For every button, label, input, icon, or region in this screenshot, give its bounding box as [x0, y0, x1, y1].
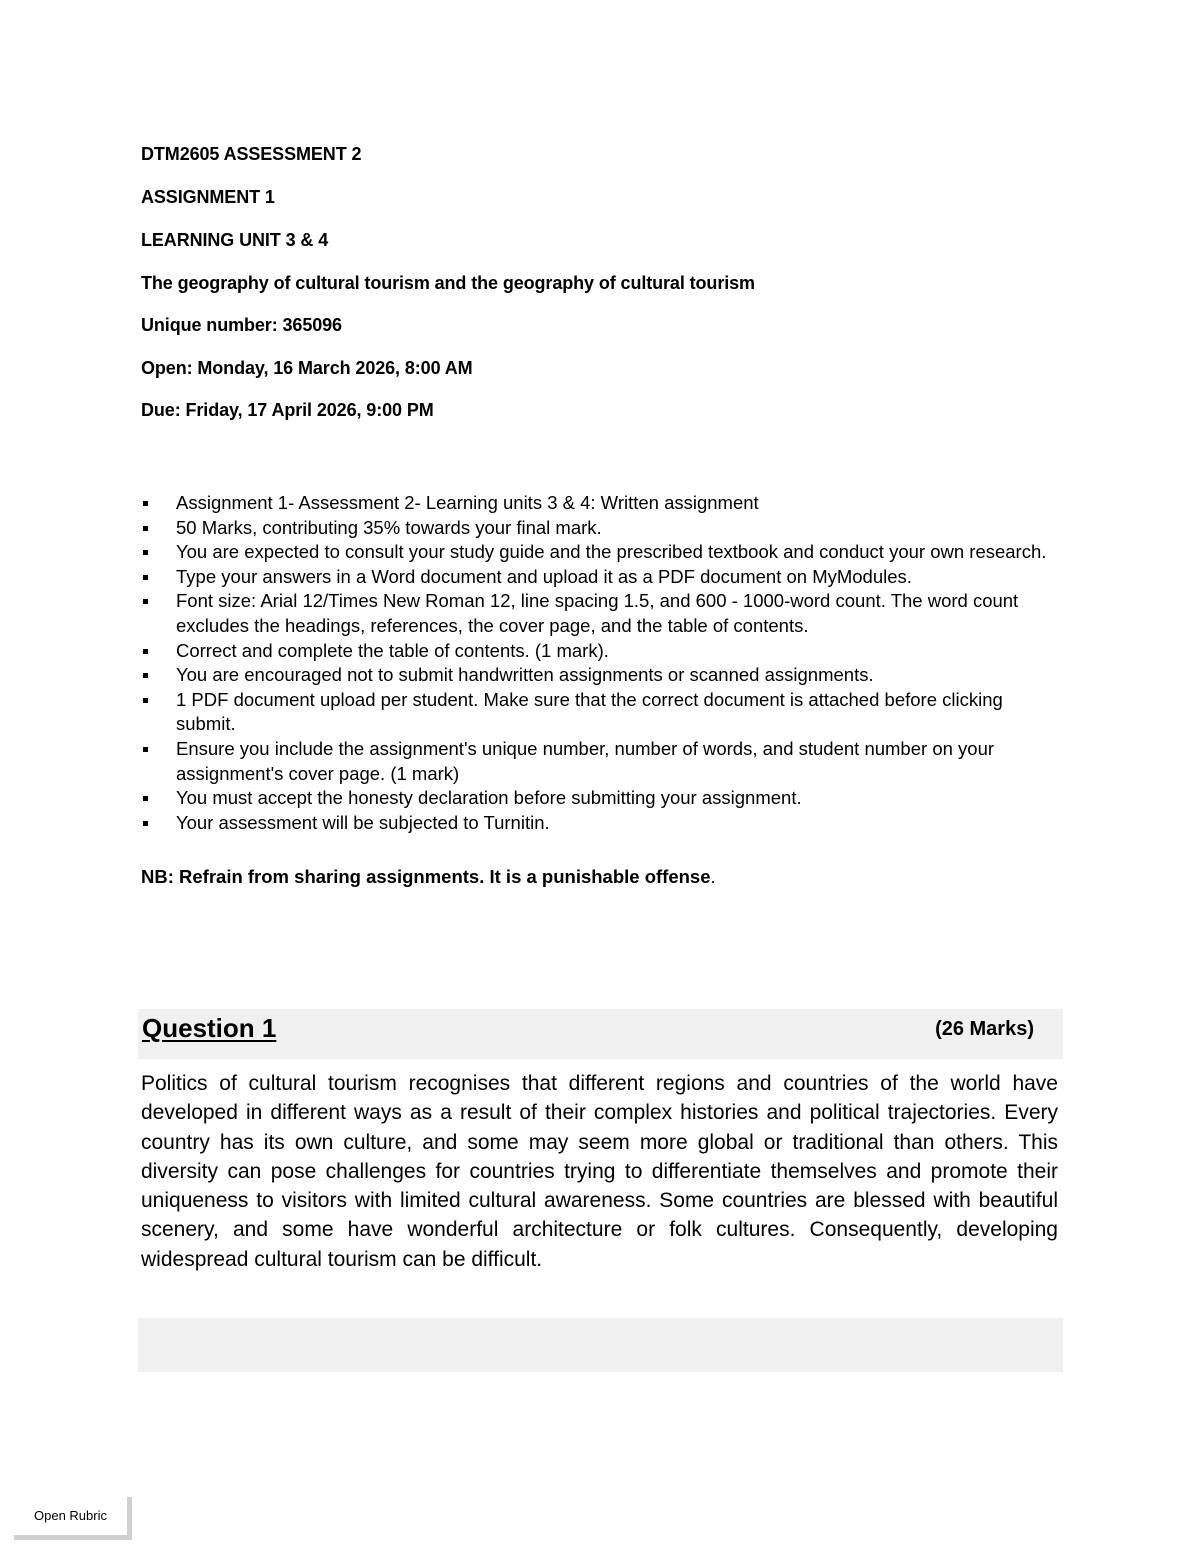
square-bullet-icon — [143, 550, 148, 555]
instruction-text: Assignment 1- Assessment 2- Learning units 3 & 4: Written assignment — [176, 492, 759, 513]
instruction-text: You are encouraged not to submit handwritten assignments or scanned assignments. — [176, 664, 874, 686]
nb-warning-period: . — [710, 866, 716, 887]
instruction-text: Type your answers in a Word document and upload it as a PDF document on MyModules. — [176, 565, 912, 587]
instructions-list — [141, 491, 1066, 835]
square-bullet-icon — [143, 501, 148, 506]
instruction-item — [141, 565, 1066, 590]
square-bullet-icon — [143, 526, 148, 531]
square-bullet-icon — [143, 747, 148, 752]
open-date: Open: Monday, 16 March 2026, 8:00 AM — [141, 358, 473, 378]
topic-heading: The geography of cultural tourism and the geography of cultural tourism — [141, 273, 755, 293]
answer-area-bar — [138, 1318, 1063, 1372]
square-bullet-icon — [143, 796, 148, 801]
instruction-item — [141, 540, 1066, 565]
unique-number: Unique number: 365096 — [141, 315, 342, 335]
instruction-text: Font size: Arial 12/Times New Roman 12, line spacing 1.5, and 600 - 1000-word count. The word count excludes the headings, references, the cover page, and the table of contents. — [176, 590, 1019, 636]
question-title: Question 1 — [142, 1013, 277, 1043]
square-bullet-icon — [143, 698, 148, 703]
instruction-item — [141, 663, 1066, 688]
square-bullet-icon — [143, 575, 148, 580]
square-bullet-icon — [143, 821, 148, 826]
instruction-item — [141, 639, 1066, 664]
instruction-item — [141, 491, 1066, 516]
instruction-text: You must accept the honesty declaration before submitting your assignment. — [176, 787, 802, 809]
instruction-item — [141, 786, 1066, 811]
instruction-item — [141, 688, 1066, 737]
nb-warning — [141, 865, 716, 889]
due-date: Due: Friday, 17 April 2026, 9:00 PM — [141, 400, 434, 420]
course-assessment-heading: DTM2605 ASSESSMENT 2 — [141, 144, 362, 164]
assignment-heading: ASSIGNMENT 1 — [141, 187, 275, 207]
open-rubric-button[interactable]: Open Rubric — [14, 1497, 132, 1540]
instruction-item — [141, 811, 1066, 836]
instruction-text: Correct and complete the table of contents. (1 mark). — [176, 639, 609, 661]
instruction-item — [141, 516, 1066, 541]
instruction-item — [141, 589, 1066, 638]
instruction-item — [141, 737, 1066, 786]
instruction-text: Your assessment will be subjected to Turnitin. — [176, 811, 550, 833]
question-header-bar — [138, 1009, 1063, 1059]
instruction-text: 50 Marks, contributing 35% towards your final mark. — [176, 516, 602, 538]
nb-warning-text: NB: Refrain from sharing assignments. It is a punishable offense — [141, 866, 711, 887]
square-bullet-icon — [143, 649, 148, 654]
square-bullet-icon — [143, 673, 148, 678]
square-bullet-icon — [143, 599, 148, 604]
learning-units-heading: LEARNING UNIT 3 & 4 — [141, 230, 329, 250]
instruction-text: You are expected to consult your study guide and the prescribed textbook and conduct your own research. — [176, 541, 1047, 563]
instruction-text: 1 PDF document upload per student. Make sure that the correct document is attached before clicking submit. — [176, 688, 1003, 735]
instruction-text: Ensure you include the assignment's unique number, number of words, and student number on your assignment's cover page. (1 mark) — [176, 737, 995, 784]
question-body: Politics of cultural tourism recognises that different regions and countries of the world have developed in different ways as a result of their complex histories and political trajectories. Every country has its own culture, and some may seem more global or traditional than others. This diversity can pose challenges for countries trying to differentiate themselves and promote their uniqueness to visitors with limited cultural awareness. Some countries are blessed with beautiful scenery, and some have wonderful architecture or folk cultures. Consequently, developing widespread cultural tourism can be difficult. — [141, 1072, 1058, 1271]
question-marks: (26 Marks) — [935, 1018, 1034, 1040]
